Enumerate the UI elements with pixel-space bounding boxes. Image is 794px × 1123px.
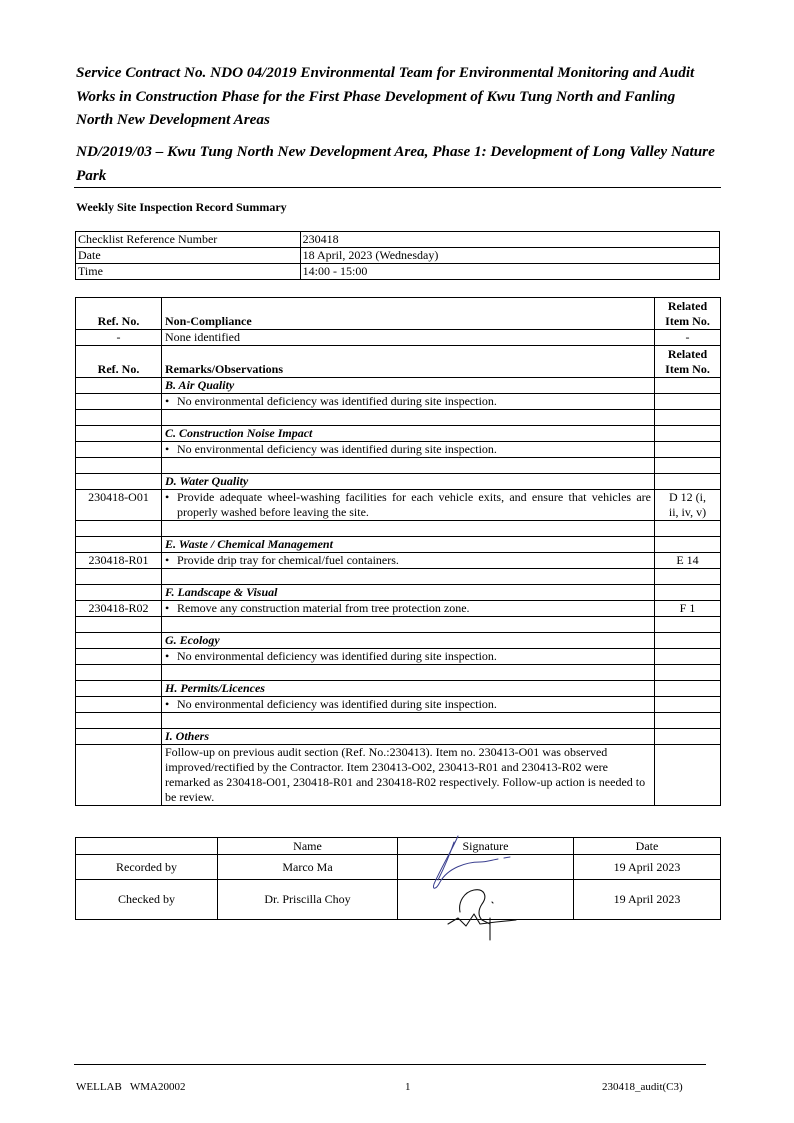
signoff-role: Recorded by (76, 855, 218, 880)
observation-text: • No environmental deficiency was identified during site inspection. (162, 649, 655, 665)
noncompliance-desc: None identified (162, 330, 655, 346)
observation-item: E 14 (655, 553, 721, 569)
section-title-row (76, 426, 721, 442)
related-item-header: Related Item No. (655, 298, 721, 330)
signoff-role: Checked by (76, 880, 218, 920)
page-number: 1 (405, 1081, 411, 1093)
observation-item (655, 394, 721, 410)
observation-item (655, 697, 721, 713)
observation-text: • No environmental deficiency was identified during site inspection. (162, 442, 655, 458)
signoff-date: 19 April 2023 (574, 880, 721, 920)
contract-title: Service Contract No. NDO 04/2019 Environmental Team for Environmental Monitoring and Audit Works in Construction Phase for the First Phase Development of Kwu Tung North and Fanling North New Development Areas (76, 64, 695, 128)
project-title: ND/2019/03 – Kwu Tung North New Development Area, Phase 1: Development of Long Valley Nature Park (76, 143, 715, 184)
observation-ref (76, 442, 162, 458)
name-header: Name (218, 838, 398, 855)
section-title-row (76, 633, 721, 649)
signoff-row (76, 855, 721, 880)
observation-text: • Remove any construction material from tree protection zone. (162, 601, 655, 617)
section-title-row (76, 729, 721, 745)
signature-header: Signature (398, 838, 574, 855)
noncompliance-row (76, 330, 721, 346)
section-title: F. Landscape & Visual (162, 585, 655, 601)
observation-text: • No environmental deficiency was identified during site inspection. (162, 394, 655, 410)
others-row (76, 745, 721, 806)
observation-ref (76, 697, 162, 713)
blank-row (76, 713, 721, 729)
observation-text: • Provide adequate wheel-washing facilities for each vehicle exits, and ensure that vehicles are properly washed before leaving the site. (162, 490, 655, 521)
observation-item: D 12 (i, ii, iv, v) (655, 490, 721, 521)
date-value: 18 April, 2023 (Wednesday) (300, 248, 719, 264)
time-value: 14:00 - 15:00 (300, 264, 719, 280)
noncompliance-header: Non-Compliance (162, 298, 655, 330)
observation-row (76, 601, 721, 617)
section-title-row (76, 474, 721, 490)
observation-ref: 230418-R01 (76, 553, 162, 569)
footer-left: WELLAB WMA20002 (76, 1081, 186, 1093)
section-title-row (76, 585, 721, 601)
observation-row (76, 394, 721, 410)
section-title: I. Others (162, 729, 655, 745)
record-heading: Weekly Site Inspection Record Summary (76, 200, 287, 214)
section-title-row (76, 378, 721, 394)
ref-header: Ref. No. (76, 298, 162, 330)
blank-row (76, 617, 721, 633)
section-title: H. Permits/Licences (162, 681, 655, 697)
ref-header: Ref. No. (76, 346, 162, 378)
observation-row (76, 490, 721, 521)
section-title: B. Air Quality (162, 378, 655, 394)
signoff-row (76, 880, 721, 920)
blank-row (76, 458, 721, 474)
section-title: D. Water Quality (162, 474, 655, 490)
date-label: Date (76, 248, 301, 264)
blank-row (76, 569, 721, 585)
section-title: G. Ecology (162, 633, 655, 649)
signoff-name: Dr. Priscilla Choy (218, 880, 398, 920)
observation-ref: 230418-R02 (76, 601, 162, 617)
checklist-label: Checklist Reference Number (76, 232, 301, 248)
footer-right: 230418_audit(C3) (602, 1081, 683, 1093)
noncompliance-item: - (655, 330, 721, 346)
observation-text: • No environmental deficiency was identified during site inspection. (162, 697, 655, 713)
header-rule (74, 187, 721, 188)
section-title-row (76, 537, 721, 553)
signature-cell (398, 880, 574, 920)
remarks-header-row (76, 346, 721, 378)
observation-item (655, 442, 721, 458)
date-row (76, 248, 720, 264)
inspection-info-table (75, 231, 720, 280)
observation-item (655, 649, 721, 665)
observation-item: F 1 (655, 601, 721, 617)
observation-row (76, 697, 721, 713)
observation-row (76, 442, 721, 458)
section-title: E. Waste / Chemical Management (162, 537, 655, 553)
blank-row (76, 521, 721, 537)
others-text: Follow-up on previous audit section (Ref. No.:230413). Item no. 230413-O01 was observed improved/rectified by the Contractor. Item 230413-O02, 230413-R01 and 230413-R02 were remarked as 230418-O01, 230418-R01 and 230418-R02 respectively. Follow-up action is needed to be review. (162, 745, 655, 806)
observation-row (76, 649, 721, 665)
checklist-row (76, 232, 720, 248)
observation-row (76, 553, 721, 569)
observation-ref (76, 649, 162, 665)
time-label: Time (76, 264, 301, 280)
section-title: C. Construction Noise Impact (162, 426, 655, 442)
checklist-value: 230418 (300, 232, 719, 248)
signoff-date: 19 April 2023 (574, 855, 721, 880)
noncompliance-ref: - (76, 330, 162, 346)
time-row (76, 264, 720, 280)
blank-row (76, 410, 721, 426)
footer-rule (74, 1064, 706, 1065)
observation-text: • Provide drip tray for chemical/fuel containers. (162, 553, 655, 569)
noncompliance-header-row (76, 298, 721, 330)
signoff-table (75, 837, 721, 920)
blank-row (76, 665, 721, 681)
observation-ref (76, 394, 162, 410)
signoff-header-row (76, 838, 721, 855)
section-title-row (76, 681, 721, 697)
related-item-header: Related Item No. (655, 346, 721, 378)
signature-cell (398, 855, 574, 880)
signoff-name: Marco Ma (218, 855, 398, 880)
observations-table (75, 297, 721, 806)
date-header: Date (574, 838, 721, 855)
remarks-header: Remarks/Observations (162, 346, 655, 378)
observation-ref: 230418-O01 (76, 490, 162, 521)
